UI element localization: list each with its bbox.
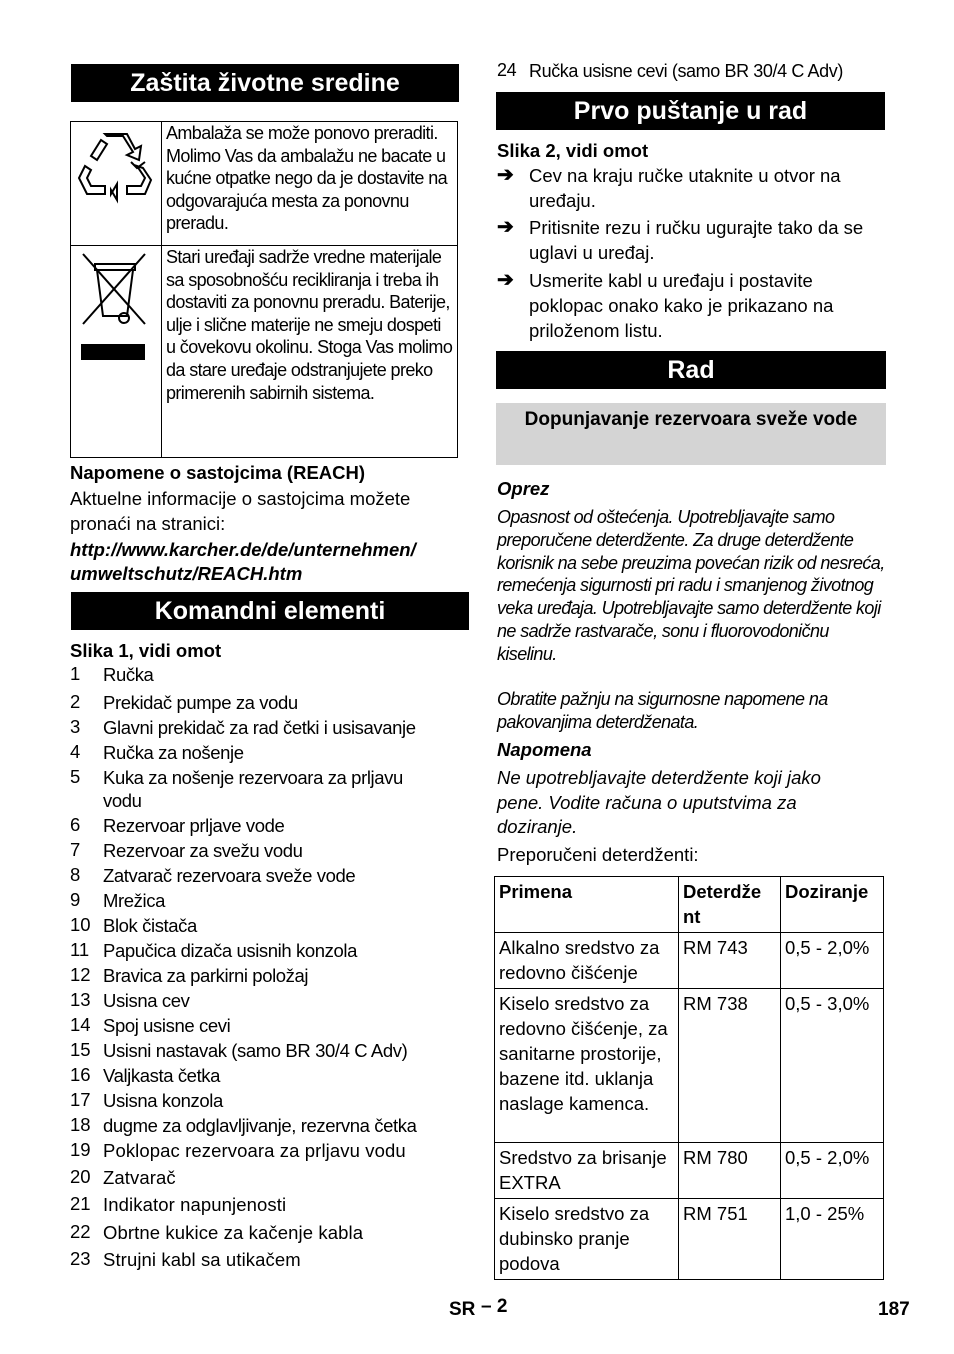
figure2-label: Slika 2, vidi omot	[497, 140, 649, 161]
column-header: Deterdže nt	[679, 877, 781, 933]
list-item: Usisna cev	[103, 990, 190, 1011]
column-header: Primena	[495, 877, 679, 933]
list-item-number: 8	[70, 864, 81, 885]
list-item-number: 23	[70, 1248, 91, 1269]
footer-section: – 2	[481, 1296, 508, 1317]
recycle-icon	[71, 122, 161, 240]
startup-heading: Prvo puštanje u rad	[496, 92, 885, 130]
table-cell: RM 738	[679, 989, 781, 1143]
reach-title: Napomene o sastojcima (REACH)	[70, 462, 366, 483]
list-item-number: 3	[70, 716, 81, 737]
step-2: Pritisnite rezu i ručku ugurajte tako da se uglavi u uređaj.	[529, 217, 864, 263]
table-header-row	[495, 877, 884, 933]
list-item-number: 14	[70, 1014, 91, 1035]
rad-heading: Rad	[496, 351, 886, 389]
caution-text-2: Obratite pažnju na sigurnosne napomene na pakovanjima deterdženata.	[497, 689, 828, 732]
list-item-number: 9	[70, 889, 81, 910]
list-item: Valjkasta četka	[103, 1065, 221, 1086]
bin-cell	[71, 246, 162, 458]
environment-table	[70, 121, 458, 458]
controls-heading: Komandni elementi	[71, 592, 469, 630]
reach-text: Aktuelne informacije o sastojcima možete pronaći na stranici:	[70, 488, 411, 534]
list-item-number: 6	[70, 814, 81, 835]
list-item: Zatvarač rezervoara sveže vode	[103, 865, 356, 886]
list-item-number: 10	[70, 914, 91, 935]
detergent-table	[494, 876, 884, 1280]
list-item: Prekidač pumpe za vodu	[103, 692, 298, 713]
table-cell: Kiselo sredstvo za redovno čišćenje, za sanitarne prostorije, bazene itd. uklanja naslage kamenca.	[495, 989, 679, 1143]
refill-heading: Dopunjavanje rezervoara sveže vode	[496, 403, 886, 465]
table-cell: RM 743	[679, 933, 781, 989]
table-cell: RM 780	[679, 1143, 781, 1199]
list-item: dugme za odglavljivanje, rezervna četka	[103, 1115, 417, 1136]
table-row	[495, 1143, 884, 1199]
list-item: Rezervoar za svežu vodu	[103, 840, 303, 861]
list-item-number: 4	[70, 741, 81, 762]
caution-title: Oprez	[497, 478, 550, 499]
footer-language: SR	[449, 1299, 476, 1320]
list-item: Usisni nastavak (samo BR 30/4 C Adv)	[103, 1040, 408, 1061]
list-item: Indikator napunjenosti	[103, 1194, 287, 1215]
table-row	[495, 1199, 884, 1280]
arrow-icon: ➔	[497, 269, 514, 291]
step-1: Cev na kraju ručke utaknite u otvor na uređaju.	[529, 165, 841, 211]
table-cell: 0,5 - 2,0%	[781, 1143, 884, 1199]
list-item: Glavni prekidač za rad četki i usisavanje	[103, 717, 416, 738]
table-cell: Kiselo sredstvo za dubinsko pranje podova	[495, 1199, 679, 1280]
bin-text: Stari uređaji sadrže vredne materijale sa sposobnošću recikliranja i treba ih dostaviti za ponovnu preradu. Baterije, ulje i slične materije ne smeju dospeti u čovekovu okolinu. Stoga Vas molimo da stare uređaje odstranjujete preko primerenih sabirnih sistema.	[166, 247, 453, 403]
page-number: 187	[878, 1299, 910, 1320]
table-cell: 0,5 - 2,0%	[781, 933, 884, 989]
bin-text-cell	[162, 246, 458, 458]
list-item-number: 2	[70, 691, 81, 712]
list-item: Spoj usisne cevi	[103, 1015, 231, 1036]
list-item: Zatvarač	[103, 1167, 176, 1188]
list-item-number: 15	[70, 1039, 91, 1060]
list-item: Mrežica	[103, 890, 165, 911]
list-item-number: 18	[70, 1114, 91, 1135]
recycle-text-cell	[162, 122, 458, 246]
list-item-number: 17	[70, 1089, 91, 1110]
list-item: Obrtne kukice za kačenje kabla	[103, 1222, 364, 1243]
table-row	[495, 933, 884, 989]
list-item: Rezervoar prljave vode	[103, 815, 285, 836]
caution-text: Opasnost od oštećenja. Upotrebljavajte samo preporučene deterdžente. Za druge deterdžente korisnik na sebe preuzima povećan rizik od nesreća, remećenja sigurnosti pri radu i smanjenog životnog veka uređaja. Upotrebljavajte samo deterdžente koji ne sadrže rastvarače, sonu i fluorovodoničnu kiselinu.	[497, 507, 885, 664]
list-item: Usisna konzola	[103, 1090, 223, 1111]
list-item: Strujni kabl sa utikačem	[103, 1249, 301, 1270]
list-item-number: 5	[70, 766, 81, 787]
table-cell: Alkalno sredstvo za redovno čišćenje	[495, 933, 679, 989]
list-item: Papučica dizača usisnih konzola	[103, 940, 357, 961]
list-item-number: 13	[70, 989, 91, 1010]
list-item: Ručka	[103, 664, 154, 685]
item-24-label: Ručka usisne cevi (samo BR 30/4 C Adv)	[529, 61, 843, 81]
note-title: Napomena	[497, 739, 592, 760]
step-3: Usmerite kabl u uređaju i postavite poklopac onako kako je prikazano na priloženom listu.	[529, 270, 834, 341]
table-row	[495, 989, 884, 1143]
env-heading: Zaštita životne sredine	[71, 64, 459, 102]
list-item: vodu	[103, 790, 142, 811]
recycle-text: Ambalaža se može ponovo preraditi. Molimo Vas da ambalažu ne bacate u kućne otpatke nego da je dostavite na odgovarajuća mesta za ponovnu preradu.	[166, 123, 448, 234]
list-item-number: 19	[70, 1139, 91, 1160]
list-item-number: 22	[70, 1221, 91, 1242]
list-item-number: 11	[70, 939, 90, 960]
list-item-number: 7	[70, 839, 81, 860]
reach-url-line1[interactable]: http://www.karcher.de/de/unternehmen/	[70, 539, 416, 560]
column-header: Doziranje	[781, 877, 884, 933]
crossed-bin-icon	[71, 246, 161, 366]
list-item-number: 20	[70, 1166, 91, 1187]
table-cell: Sredstvo za brisanje EXTRA	[495, 1143, 679, 1199]
list-item-number: 12	[70, 964, 91, 985]
arrow-icon: ➔	[497, 216, 514, 238]
arrow-icon: ➔	[497, 164, 514, 186]
list-item: Blok čistača	[103, 915, 197, 936]
recycle-cell	[71, 122, 162, 246]
note-text: Ne upotrebljavajte deterdžente koji jako pene. Vodite računa o uputstvima za doziranje.	[497, 767, 821, 837]
list-item: Kuka za nošenje rezervoara za prljavu	[103, 767, 403, 788]
table-cell: RM 751	[679, 1199, 781, 1280]
list-item: Bravica za parkirni položaj	[103, 965, 309, 986]
figure1-label: Slika 1, vidi omot	[70, 640, 222, 661]
item-24-number: 24	[497, 60, 517, 80]
list-item: Ručka za nošenje	[103, 742, 244, 763]
recommended-label: Preporučeni deterdženti:	[497, 844, 699, 865]
list-item-number: 16	[70, 1064, 91, 1085]
list-item-number: 1	[70, 663, 81, 684]
table-cell: 1,0 - 25%	[781, 1199, 884, 1280]
list-item: Poklopac rezervoara za prljavu vodu	[103, 1140, 406, 1161]
reach-url-line2[interactable]: umweltschutz/REACH.htm	[70, 563, 303, 584]
list-item-number: 21	[70, 1193, 91, 1214]
table-cell: 0,5 - 3,0%	[781, 989, 884, 1143]
